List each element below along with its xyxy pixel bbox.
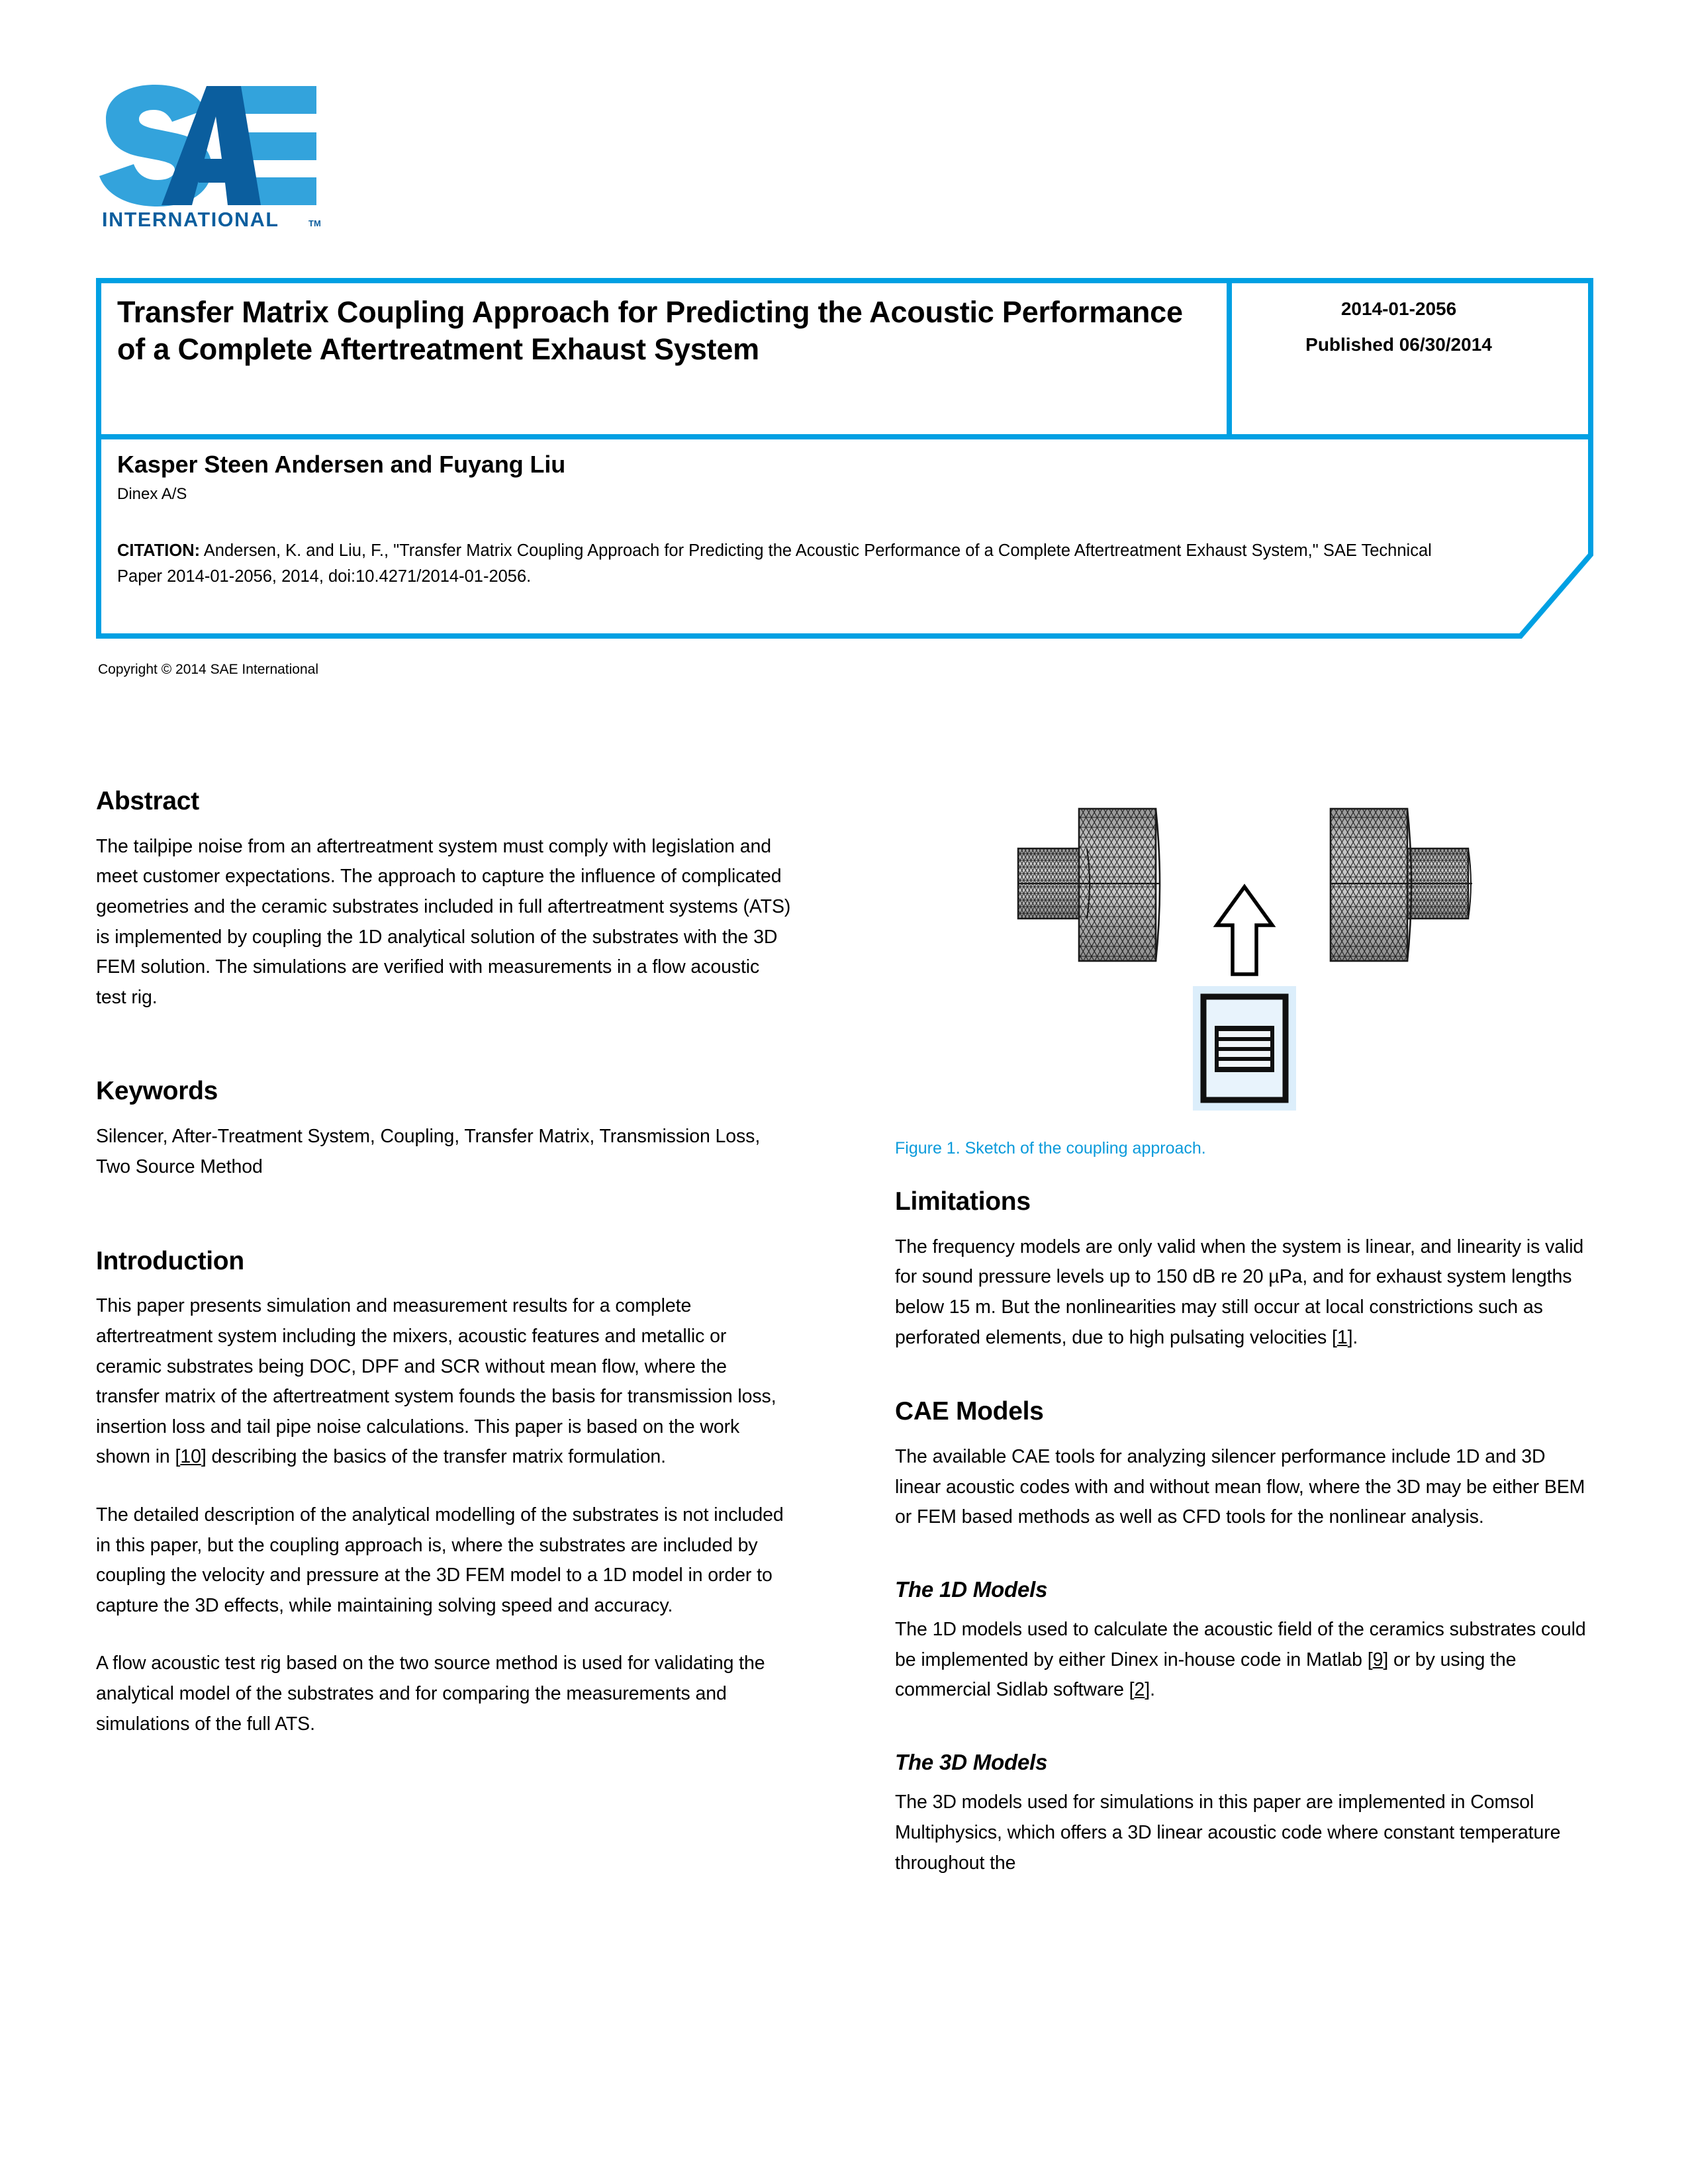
one-d-model-box: [1193, 986, 1296, 1111]
limitations-heading: Limitations: [895, 1187, 1031, 1216]
keywords-text: Silencer, After-Treatment System, Coupling, Transfer Matrix, Transmission Loss, Two Source Method: [96, 1126, 761, 1177]
paper-meta-cell: [1233, 295, 1564, 359]
citation-block: [117, 538, 1441, 590]
citation-text: Andersen, K. and Liu, F., "Transfer Matrix Coupling Approach for Predicting the Acoustic Performance of a Complete Aftertreatment Exhaust System," SAE Technical Paper 2014-01-2056, 2014, doi:10.4271/2014-01-2056.: [117, 541, 1432, 586]
three-d-models-text: The 3D models used for simulations in this paper are implemented in Comsol Multiphysics, which offers a 3D linear acoustic code where constant temperature throughout the: [895, 1792, 1561, 1874]
limitations-part-b: ].: [1347, 1326, 1358, 1348]
sae-logo-icon: [98, 78, 336, 230]
logo-trademark: TM: [308, 218, 321, 228]
abstract-text: The tailpipe noise from an aftertreatment system must comply with legislation and meet customer expectations. The approach to capture the influence of complicated geometries and the ceramic substrates included in full aftertreatment systems (ATS) is implemented by coupling the 1D analytical solution of the substrates with the 3D FEM solution. The simulations are verified with measurements in a flow acoustic test rig.: [96, 835, 791, 1008]
paper-number: 2014-01-2056: [1340, 298, 1457, 319]
left-column: [96, 788, 794, 1739]
limitations-text: [895, 1232, 1593, 1353]
copyright-line: Copyright © 2014 SAE International: [98, 662, 319, 677]
logo-subtitle: INTERNATIONAL: [102, 208, 279, 230]
abstract-heading: Abstract: [96, 787, 199, 815]
models-1d-part-a: The 1D models used to calculate the acoustic field of the ceramics substrates could be implemented by either Dinex in-house code in Matlab [: [895, 1619, 1586, 1670]
keywords-heading: Keywords: [96, 1077, 218, 1106]
reference-link-10[interactable]: 10: [180, 1446, 201, 1468]
introduction-paragraph-2: The detailed description of the analytical modelling of the substrates is not included in this paper, but the coupling approach is, where the substrates are included by coupling the velocity and pressure at the 3D FEM model to a 1D model in order to capture the 3D effects, while maintaining solving speed and accuracy.: [96, 1504, 784, 1616]
introduction-heading: Introduction: [96, 1246, 244, 1275]
sae-logo: [98, 78, 336, 230]
introduction-paragraph-3: A flow acoustic test rig based on the two source method is used for validating the analytical model of the substrates and for comparing the measurements and simulations of the full ATS.: [96, 1653, 765, 1735]
one-d-models-text: [895, 1615, 1593, 1706]
introduction-paragraph-1: [96, 1291, 794, 1473]
reference-link-9[interactable]: 9: [1372, 1649, 1383, 1670]
left-fem-mesh-body: [1018, 809, 1160, 961]
one-d-models-heading: The 1D Models: [895, 1576, 1048, 1602]
title-row: [96, 278, 1593, 435]
authors-row: [96, 440, 1593, 639]
reference-link-1[interactable]: 1: [1336, 1326, 1348, 1348]
right-column: [895, 788, 1593, 1878]
page-title: Transfer Matrix Coupling Approach for Predicting the Acoustic Performance of a Complete Aftertreatment Exhaust System: [117, 295, 1183, 366]
citation-label: CITATION:: [117, 541, 201, 560]
reference-link-2[interactable]: 2: [1134, 1679, 1145, 1701]
author-names: Kasper Steen Andersen and Fuyang Liu: [117, 451, 566, 478]
cae-models-text: The available CAE tools for analyzing silencer performance include 1D and 3D linear acoustic codes with and without mean flow, where the 3D may be either BEM or FEM based methods as well as CFD tools for the nonlinear analysis.: [895, 1446, 1585, 1528]
intro-p1-part-a: This paper presents simulation and measurement results for a complete aftertreatment system including the mixers, acoustic features and metallic or ceramic substrates being DOC, DPF and SCR without mean flow, where the transfer matrix of the aftertreatment system founds the basis for transmission loss, insertion loss and tail pipe noise calculations. This paper is based on the work shown in [: [96, 1295, 776, 1468]
figure-1-caption: Figure 1. Sketch of the coupling approach.: [895, 1139, 1206, 1158]
author-affiliation: Dinex A/S: [117, 485, 187, 503]
intro-p1-part-b: ] describing the basics of the transfer matrix formulation.: [201, 1446, 667, 1468]
right-fem-mesh-body: [1331, 809, 1472, 961]
cae-models-heading: CAE Models: [895, 1397, 1044, 1426]
coupling-arrow-icon: [1217, 887, 1272, 974]
coupling-approach-diagram-icon: [1013, 788, 1476, 1118]
limitations-part-a: The frequency models are only valid when the system is linear, and linearity is valid for sound pressure levels up to 150 dB re 20 µPa, and for exhaust system lengths below 15 m. But the nonlinearities may still occur at local constrictions such as perforated elements, due to high pulsating velocities [: [895, 1236, 1584, 1348]
paper-header-box: [96, 278, 1593, 639]
models-1d-part-b: ] or by using the commercial Sidlab software [: [895, 1649, 1517, 1701]
models-1d-part-c: ].: [1145, 1679, 1155, 1701]
published-date: Published 06/30/2014: [1305, 334, 1492, 355]
three-d-models-heading: The 3D Models: [895, 1750, 1048, 1775]
figure-1: [895, 788, 1593, 1160]
